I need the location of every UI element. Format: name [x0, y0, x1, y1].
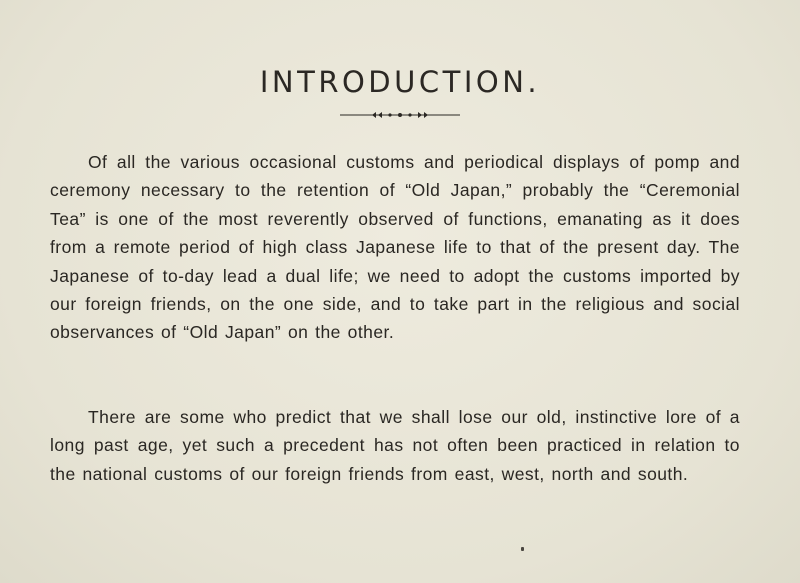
paragraph-intro: Of all the various occasional customs and periodical displays of pomp and ceremony necessary to the retention of “Old Japan,” probably the “Ceremonial Tea” is one of the most reverently observed of functions, emanating as it does from a remote period of high class Japanese life to that of the present day. The Japanese of to-day lead a dual life; we need to adopt the customs imported by our foreign friends, on the one side, and to take part in the religious and social observances of “Old Japan” on the other. [50, 152, 740, 343]
ink-speck [521, 547, 524, 551]
paragraph-second: There are some who predict that we shall lose our old, instinctive lore of a long past age, yet such a precedent has not often been practiced in relation to the national customs of our foreign friends from east, west, north and south. [50, 407, 740, 484]
page-title: INTRODUCTION. [259, 65, 541, 100]
ornament-divider-icon [340, 110, 460, 120]
